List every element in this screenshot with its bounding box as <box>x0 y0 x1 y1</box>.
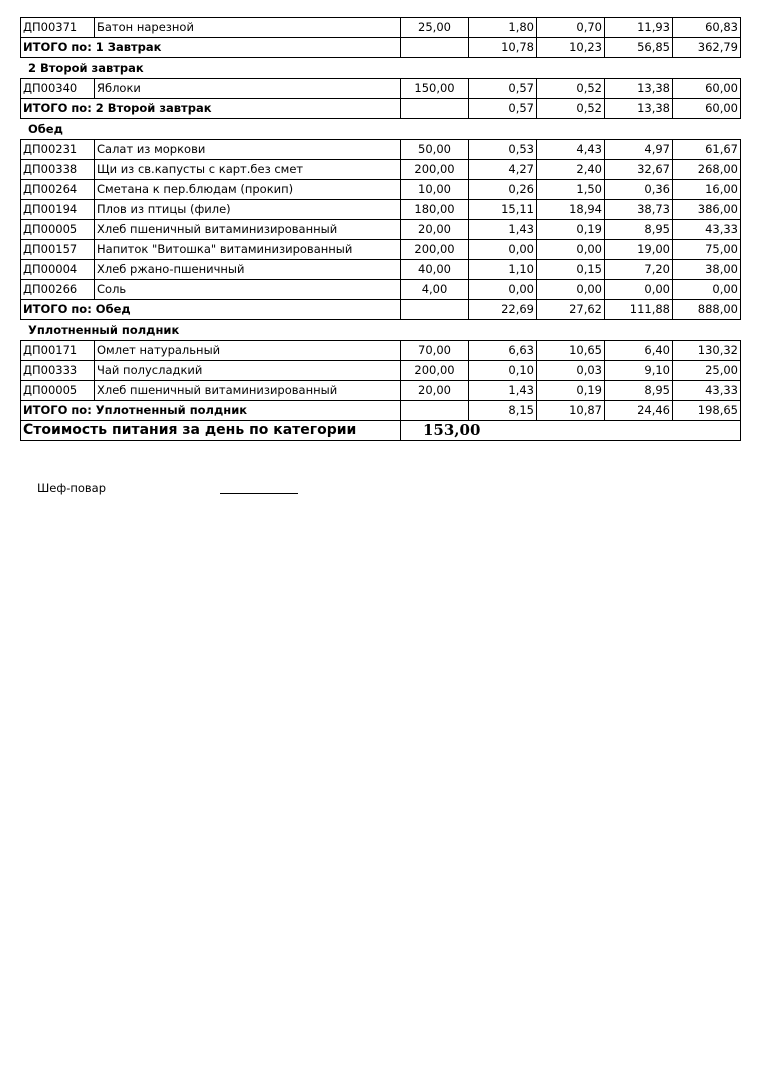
item-proteins: 1,80 <box>469 18 537 38</box>
item-qty: 70,00 <box>401 341 469 361</box>
total-kcal: 888,00 <box>673 300 741 320</box>
section-table-breakfast <box>20 17 741 58</box>
item-name: Хлеб пшеничный витаминизированный <box>95 220 401 240</box>
grand-total-value: 153,00 <box>401 421 741 441</box>
item-qty: 20,00 <box>401 381 469 401</box>
item-carbs: 0,36 <box>605 180 673 200</box>
total-fats: 10,23 <box>537 38 605 58</box>
item-kcal: 0,00 <box>673 280 741 300</box>
item-carbs: 8,95 <box>605 220 673 240</box>
item-fats: 10,65 <box>537 341 605 361</box>
item-proteins: 0,00 <box>469 240 537 260</box>
item-code: ДП00231 <box>21 140 95 160</box>
section-title: Обед <box>28 122 63 136</box>
item-fats: 2,40 <box>537 160 605 180</box>
total-row <box>21 401 741 421</box>
item-fats: 0,15 <box>537 260 605 280</box>
item-name: Сметана к пер.блюдам (прокип) <box>95 180 401 200</box>
item-name: Батон нарезной <box>95 18 401 38</box>
item-name: Омлет натуральный <box>95 341 401 361</box>
item-fats: 0,70 <box>537 18 605 38</box>
total-qty <box>401 401 469 421</box>
item-name: Яблоки <box>95 79 401 99</box>
item-code: ДП00264 <box>21 180 95 200</box>
total-label: ИТОГО по: 2 Второй завтрак <box>21 99 401 119</box>
item-code: ДП00371 <box>21 18 95 38</box>
item-fats: 18,94 <box>537 200 605 220</box>
item-kcal: 130,32 <box>673 341 741 361</box>
item-carbs: 9,10 <box>605 361 673 381</box>
item-code: ДП00333 <box>21 361 95 381</box>
item-fats: 0,19 <box>537 381 605 401</box>
item-carbs: 32,67 <box>605 160 673 180</box>
item-kcal: 268,00 <box>673 160 741 180</box>
total-carbs: 111,88 <box>605 300 673 320</box>
item-fats: 0,19 <box>537 220 605 240</box>
table-row <box>21 341 741 361</box>
item-fats: 0,00 <box>537 280 605 300</box>
item-name: Соль <box>95 280 401 300</box>
table-row <box>21 200 741 220</box>
section-table-lunch <box>20 139 741 320</box>
total-fats: 27,62 <box>537 300 605 320</box>
item-code: ДП00005 <box>21 220 95 240</box>
item-carbs: 13,38 <box>605 79 673 99</box>
total-carbs: 24,46 <box>605 401 673 421</box>
item-code: ДП00266 <box>21 280 95 300</box>
item-proteins: 0,57 <box>469 79 537 99</box>
item-kcal: 25,00 <box>673 361 741 381</box>
total-kcal: 60,00 <box>673 99 741 119</box>
table-row <box>21 180 741 200</box>
total-proteins: 10,78 <box>469 38 537 58</box>
item-name: Хлеб пшеничный витаминизированный <box>95 381 401 401</box>
item-fats: 0,52 <box>537 79 605 99</box>
section-table-afternoon-snack <box>20 340 741 441</box>
item-kcal: 60,00 <box>673 79 741 99</box>
item-carbs: 0,00 <box>605 280 673 300</box>
total-kcal: 198,65 <box>673 401 741 421</box>
total-qty <box>401 300 469 320</box>
total-proteins: 0,57 <box>469 99 537 119</box>
table-row <box>21 140 741 160</box>
section-title: Уплотненный полдник <box>28 323 180 337</box>
total-carbs: 56,85 <box>605 38 673 58</box>
item-code: ДП00157 <box>21 240 95 260</box>
item-qty: 40,00 <box>401 260 469 280</box>
item-code: ДП00005 <box>21 381 95 401</box>
item-qty: 25,00 <box>401 18 469 38</box>
item-code: ДП00338 <box>21 160 95 180</box>
table-row <box>21 18 741 38</box>
item-qty: 10,00 <box>401 180 469 200</box>
item-proteins: 4,27 <box>469 160 537 180</box>
signature-line <box>220 493 298 494</box>
item-carbs: 7,20 <box>605 260 673 280</box>
total-fats: 10,87 <box>537 401 605 421</box>
total-carbs: 13,38 <box>605 99 673 119</box>
table-row <box>21 381 741 401</box>
item-kcal: 43,33 <box>673 381 741 401</box>
item-fats: 1,50 <box>537 180 605 200</box>
total-kcal: 362,79 <box>673 38 741 58</box>
item-kcal: 38,00 <box>673 260 741 280</box>
item-fats: 0,00 <box>537 240 605 260</box>
item-qty: 150,00 <box>401 79 469 99</box>
item-name: Чай полусладкий <box>95 361 401 381</box>
item-code: ДП00171 <box>21 341 95 361</box>
section-title: 2 Второй завтрак <box>28 61 144 75</box>
item-kcal: 75,00 <box>673 240 741 260</box>
item-fats: 4,43 <box>537 140 605 160</box>
item-carbs: 8,95 <box>605 381 673 401</box>
total-row <box>21 99 741 119</box>
total-row <box>21 38 741 58</box>
table-row <box>21 160 741 180</box>
item-name: Салат из моркови <box>95 140 401 160</box>
grand-total-row <box>21 421 741 441</box>
table-row <box>21 240 741 260</box>
section-table-second-breakfast <box>20 78 741 119</box>
item-proteins: 15,11 <box>469 200 537 220</box>
item-fats: 0,03 <box>537 361 605 381</box>
total-label: ИТОГО по: 1 Завтрак <box>21 38 401 58</box>
item-qty: 20,00 <box>401 220 469 240</box>
item-kcal: 43,33 <box>673 220 741 240</box>
item-qty: 200,00 <box>401 160 469 180</box>
total-qty <box>401 99 469 119</box>
item-proteins: 0,26 <box>469 180 537 200</box>
item-name: Щи из св.капусты с карт.без смет <box>95 160 401 180</box>
item-proteins: 1,43 <box>469 220 537 240</box>
item-carbs: 4,97 <box>605 140 673 160</box>
item-qty: 200,00 <box>401 361 469 381</box>
signature-label: Шеф-повар <box>37 481 107 495</box>
table-row <box>21 280 741 300</box>
item-kcal: 386,00 <box>673 200 741 220</box>
total-label: ИТОГО по: Обед <box>21 300 401 320</box>
item-code: ДП00004 <box>21 260 95 280</box>
total-row <box>21 300 741 320</box>
item-proteins: 1,43 <box>469 381 537 401</box>
item-code: ДП00194 <box>21 200 95 220</box>
item-qty: 200,00 <box>401 240 469 260</box>
item-name: Напиток "Витошка" витаминизированный <box>95 240 401 260</box>
item-kcal: 60,83 <box>673 18 741 38</box>
item-carbs: 11,93 <box>605 18 673 38</box>
item-proteins: 0,53 <box>469 140 537 160</box>
item-code: ДП00340 <box>21 79 95 99</box>
item-qty: 180,00 <box>401 200 469 220</box>
table-row <box>21 361 741 381</box>
total-qty <box>401 38 469 58</box>
item-name: Хлеб ржано-пшеничный <box>95 260 401 280</box>
item-proteins: 0,00 <box>469 280 537 300</box>
menu-report <box>20 17 741 441</box>
table-row <box>21 260 741 280</box>
item-proteins: 0,10 <box>469 361 537 381</box>
table-row <box>21 79 741 99</box>
total-label: ИТОГО по: Уплотненный полдник <box>21 401 401 421</box>
item-proteins: 1,10 <box>469 260 537 280</box>
table-row <box>21 220 741 240</box>
total-proteins: 8,15 <box>469 401 537 421</box>
total-proteins: 22,69 <box>469 300 537 320</box>
item-carbs: 19,00 <box>605 240 673 260</box>
item-proteins: 6,63 <box>469 341 537 361</box>
item-kcal: 61,67 <box>673 140 741 160</box>
item-kcal: 16,00 <box>673 180 741 200</box>
item-name: Плов из птицы (филе) <box>95 200 401 220</box>
item-carbs: 6,40 <box>605 341 673 361</box>
grand-total-label: Стоимость питания за день по категории <box>21 421 401 441</box>
item-qty: 4,00 <box>401 280 469 300</box>
item-qty: 50,00 <box>401 140 469 160</box>
total-fats: 0,52 <box>537 99 605 119</box>
item-carbs: 38,73 <box>605 200 673 220</box>
